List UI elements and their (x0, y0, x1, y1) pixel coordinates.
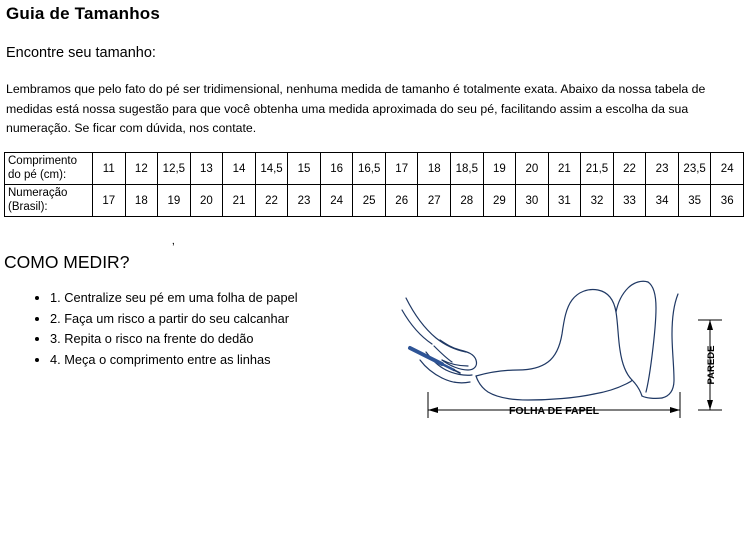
cell-size-3: 20 (190, 185, 223, 217)
paper-label: FOLHA DE FAPEL (508, 405, 600, 417)
cell-size-17: 34 (646, 185, 679, 217)
cell-size-18: 35 (678, 185, 711, 217)
cell-length-14: 21 (548, 153, 581, 185)
how-to-measure-steps (28, 288, 298, 370)
cell-size-10: 27 (418, 185, 451, 217)
list-item: • 3. Repita o risco na frente do dedão (50, 329, 298, 350)
cell-size-7: 24 (320, 185, 353, 217)
cell-size-13: 30 (516, 185, 549, 217)
intro-paragraph: Lembramos que pelo fato do pé ser tridimensional, nenhuma medida de tamanho é totalmente exata. Abaixo da nossa tabela de medidas está nossa sugestão para que você obtenha uma medida aproximada do seu pé, facilitando assim a escolha da sua numeração. Se ficar com dúvida, nos contate. (6, 82, 706, 135)
table-row (5, 153, 744, 185)
cell-size-0: 17 (93, 185, 126, 217)
cell-size-11: 28 (451, 185, 484, 217)
cell-size-9: 26 (385, 185, 418, 217)
cell-length-1: 12 (125, 153, 158, 185)
cell-length-18: 23,5 (678, 153, 711, 185)
cell-length-2: 12,5 (158, 153, 191, 185)
cell-size-14: 31 (548, 185, 581, 217)
stray-mark: ‚ (172, 233, 175, 247)
table-row (5, 185, 744, 217)
cell-length-12: 19 (483, 153, 516, 185)
cell-length-19: 24 (711, 153, 744, 185)
cell-size-2: 19 (158, 185, 191, 217)
cell-length-6: 15 (288, 153, 321, 185)
cell-size-6: 23 (288, 185, 321, 217)
measurement-illustration (380, 280, 750, 455)
list-item: • 1. Centralize seu pé em uma folha de papel (50, 288, 298, 309)
cell-size-1: 18 (125, 185, 158, 217)
cell-size-15: 32 (581, 185, 614, 217)
cell-length-0: 11 (93, 153, 126, 185)
cell-size-16: 33 (613, 185, 646, 217)
cell-length-9: 17 (385, 153, 418, 185)
page-title: Guia de Tamanhos (6, 4, 161, 23)
list-item: • 2. Faça um risco a partir do seu calcanhar (50, 309, 298, 330)
cell-length-11: 18,5 (451, 153, 484, 185)
cell-length-17: 23 (646, 153, 679, 185)
how-to-measure-title: COMO MEDIR? (4, 252, 130, 272)
cell-length-3: 13 (190, 153, 223, 185)
cell-length-4: 14 (223, 153, 256, 185)
cell-length-13: 20 (516, 153, 549, 185)
cell-length-16: 22 (613, 153, 646, 185)
size-chart-table (4, 152, 744, 217)
cell-size-19: 36 (711, 185, 744, 217)
cell-size-12: 29 (483, 185, 516, 217)
cell-size-8: 25 (353, 185, 386, 217)
cell-length-5: 14,5 (255, 153, 288, 185)
row-header-length: Comprimento do pé (cm): (5, 153, 93, 185)
cell-length-10: 18 (418, 153, 451, 185)
cell-size-5: 22 (255, 185, 288, 217)
section-subtitle: Encontre seu tamanho: (6, 45, 156, 61)
cell-length-8: 16,5 (353, 153, 386, 185)
row-header-size: Numeração (Brasil): (5, 185, 93, 217)
cell-length-15: 21,5 (581, 153, 614, 185)
cell-size-4: 21 (223, 185, 256, 217)
list-item: • 4. Meça o comprimento entre as linhas (50, 350, 298, 371)
wall-label: PAREDE (706, 345, 717, 385)
cell-length-7: 16 (320, 153, 353, 185)
